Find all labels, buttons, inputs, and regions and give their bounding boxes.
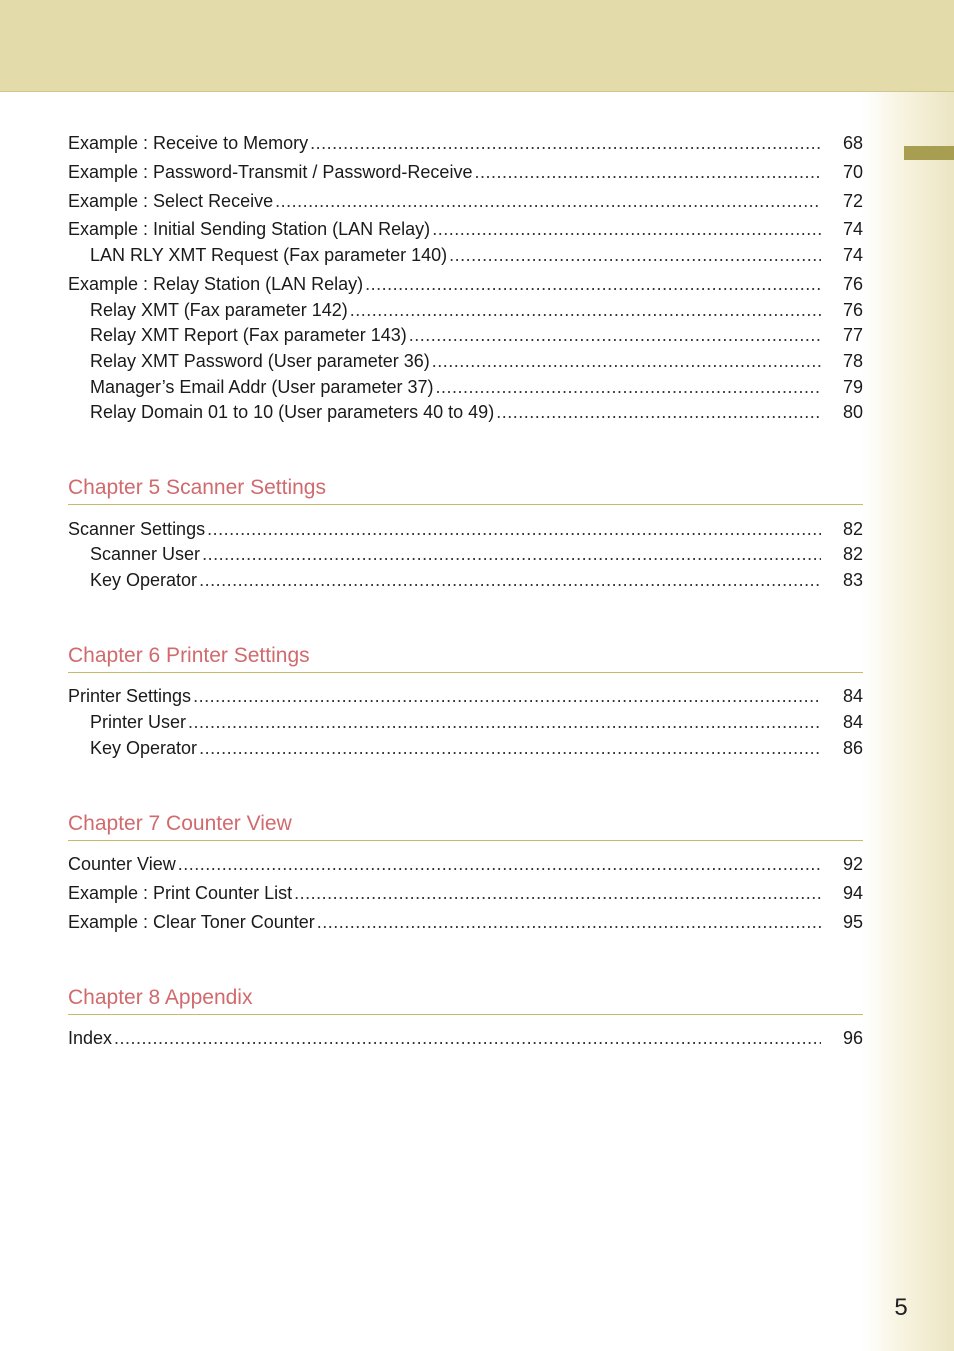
leader-dots <box>199 737 821 759</box>
leader-dots <box>449 244 821 266</box>
toc-entry-label: Relay XMT Password (User parameter 36) <box>90 351 430 371</box>
chapter-heading[interactable] <box>68 470 863 505</box>
toc-entry-page: 86 <box>842 738 863 758</box>
toc-entry-label: Manager’s Email Addr (User parameter 37) <box>90 377 434 397</box>
chapter-title: Chapter 5 Scanner Settings <box>68 476 326 499</box>
toc-entry[interactable] <box>68 882 863 904</box>
toc-entry-page: 74 <box>842 219 863 239</box>
toc-subentry[interactable] <box>68 350 863 372</box>
toc-entry-label: Example : Clear Toner Counter <box>68 912 315 932</box>
toc-entry-label: Example : Receive to Memory <box>68 133 309 153</box>
leader-dots <box>202 543 821 565</box>
leader-dots <box>294 882 821 904</box>
toc-entry-label: Printer Settings <box>68 686 192 706</box>
toc-entry-label: Counter View <box>68 854 176 874</box>
chapter-title: Chapter 8 Appendix <box>68 986 253 1009</box>
toc-entry-label: Example : Initial Sending Station (LAN Relay) <box>68 219 431 239</box>
leader-dots <box>365 273 821 295</box>
toc-entry[interactable] <box>68 1027 863 1049</box>
leader-dots <box>496 401 821 423</box>
leader-dots <box>114 1027 821 1049</box>
leader-dots <box>435 376 821 398</box>
toc-subentry[interactable] <box>68 737 863 759</box>
toc-entry-label: Example : Print Counter List <box>68 883 293 903</box>
leader-dots <box>275 190 821 212</box>
toc-entry-label: Relay Domain 01 to 10 (User parameters 40 to 49) <box>90 402 495 422</box>
leader-dots <box>432 350 821 372</box>
toc-entry-label: Printer User <box>90 712 187 732</box>
toc-subentry[interactable] <box>68 711 863 733</box>
toc-entry[interactable] <box>68 161 863 183</box>
toc-entry-label: Example : Password-Transmit / Password-Receive <box>68 162 473 182</box>
toc-entry-label: LAN RLY XMT Request (Fax parameter 140) <box>90 245 448 265</box>
toc-entry-label: Scanner User <box>90 544 201 564</box>
chapter-heading[interactable] <box>68 638 863 673</box>
toc-entry-label: Relay XMT (Fax parameter 142) <box>90 300 348 320</box>
toc-entry-label: Scanner Settings <box>68 519 206 539</box>
toc-subentry[interactable] <box>68 401 863 423</box>
toc-entry[interactable] <box>68 218 863 240</box>
leader-dots <box>178 853 821 875</box>
leader-dots <box>350 299 821 321</box>
toc-entry-page: 68 <box>842 133 863 153</box>
leader-dots <box>199 569 821 591</box>
toc-subentry[interactable] <box>68 244 863 266</box>
toc-entry-page: 76 <box>842 274 863 294</box>
toc-entry-page: 84 <box>842 712 863 732</box>
toc-entry-page: 84 <box>842 686 863 706</box>
toc-entry-page: 77 <box>842 325 863 345</box>
toc-subentry[interactable] <box>68 543 863 565</box>
leader-dots <box>409 324 821 346</box>
toc-entry-label: Example : Relay Station (LAN Relay) <box>68 274 364 294</box>
toc-subentry[interactable] <box>68 376 863 398</box>
chapter-title: Chapter 7 Counter View <box>68 812 292 835</box>
leader-dots <box>207 518 821 540</box>
toc-entry-page: 94 <box>842 883 863 903</box>
toc-entry-label: Key Operator <box>90 738 198 758</box>
toc-entry[interactable] <box>68 273 863 295</box>
toc-entry-page: 82 <box>842 519 863 539</box>
toc-entry[interactable] <box>68 685 863 707</box>
toc-entry-page: 80 <box>842 402 863 422</box>
chapter-title: Chapter 6 Printer Settings <box>68 644 310 667</box>
toc-entry[interactable] <box>68 190 863 212</box>
toc-entry[interactable] <box>68 911 863 933</box>
toc-entry-label: Index <box>68 1028 113 1048</box>
toc-entry-page: 83 <box>842 570 863 590</box>
toc-entry-page: 96 <box>842 1028 863 1048</box>
leader-dots <box>432 218 821 240</box>
leader-dots <box>193 685 821 707</box>
toc-entry-label: Example : Select Receive <box>68 191 274 211</box>
leader-dots <box>310 132 821 154</box>
toc-subentry[interactable] <box>68 324 863 346</box>
toc-subentry[interactable] <box>68 569 863 591</box>
toc-entry-page: 72 <box>842 191 863 211</box>
toc-entry-page: 76 <box>842 300 863 320</box>
header-band <box>0 0 954 92</box>
toc-entry-page: 82 <box>842 544 863 564</box>
chapter-heading[interactable] <box>68 980 863 1015</box>
page-number: 5 <box>894 1294 908 1321</box>
toc-entry-page: 74 <box>842 245 863 265</box>
toc-entry[interactable] <box>68 132 863 154</box>
leader-dots <box>188 711 821 733</box>
toc-entry-page: 95 <box>842 912 863 932</box>
toc-entry-page: 70 <box>842 162 863 182</box>
leader-dots <box>317 911 821 933</box>
toc-entry-label: Relay XMT Report (Fax parameter 143) <box>90 325 407 345</box>
toc-subentry[interactable] <box>68 299 863 321</box>
toc-entry-page: 79 <box>842 377 863 397</box>
chapter-tab-marker <box>904 146 954 160</box>
toc-entry-label: Key Operator <box>90 570 198 590</box>
chapter-heading[interactable] <box>68 806 863 841</box>
leader-dots <box>474 161 821 183</box>
toc-entry-page: 92 <box>842 854 863 874</box>
toc-entry[interactable] <box>68 853 863 875</box>
side-strip <box>862 92 954 1351</box>
toc-entry-page: 78 <box>842 351 863 371</box>
toc-entry[interactable] <box>68 518 863 540</box>
